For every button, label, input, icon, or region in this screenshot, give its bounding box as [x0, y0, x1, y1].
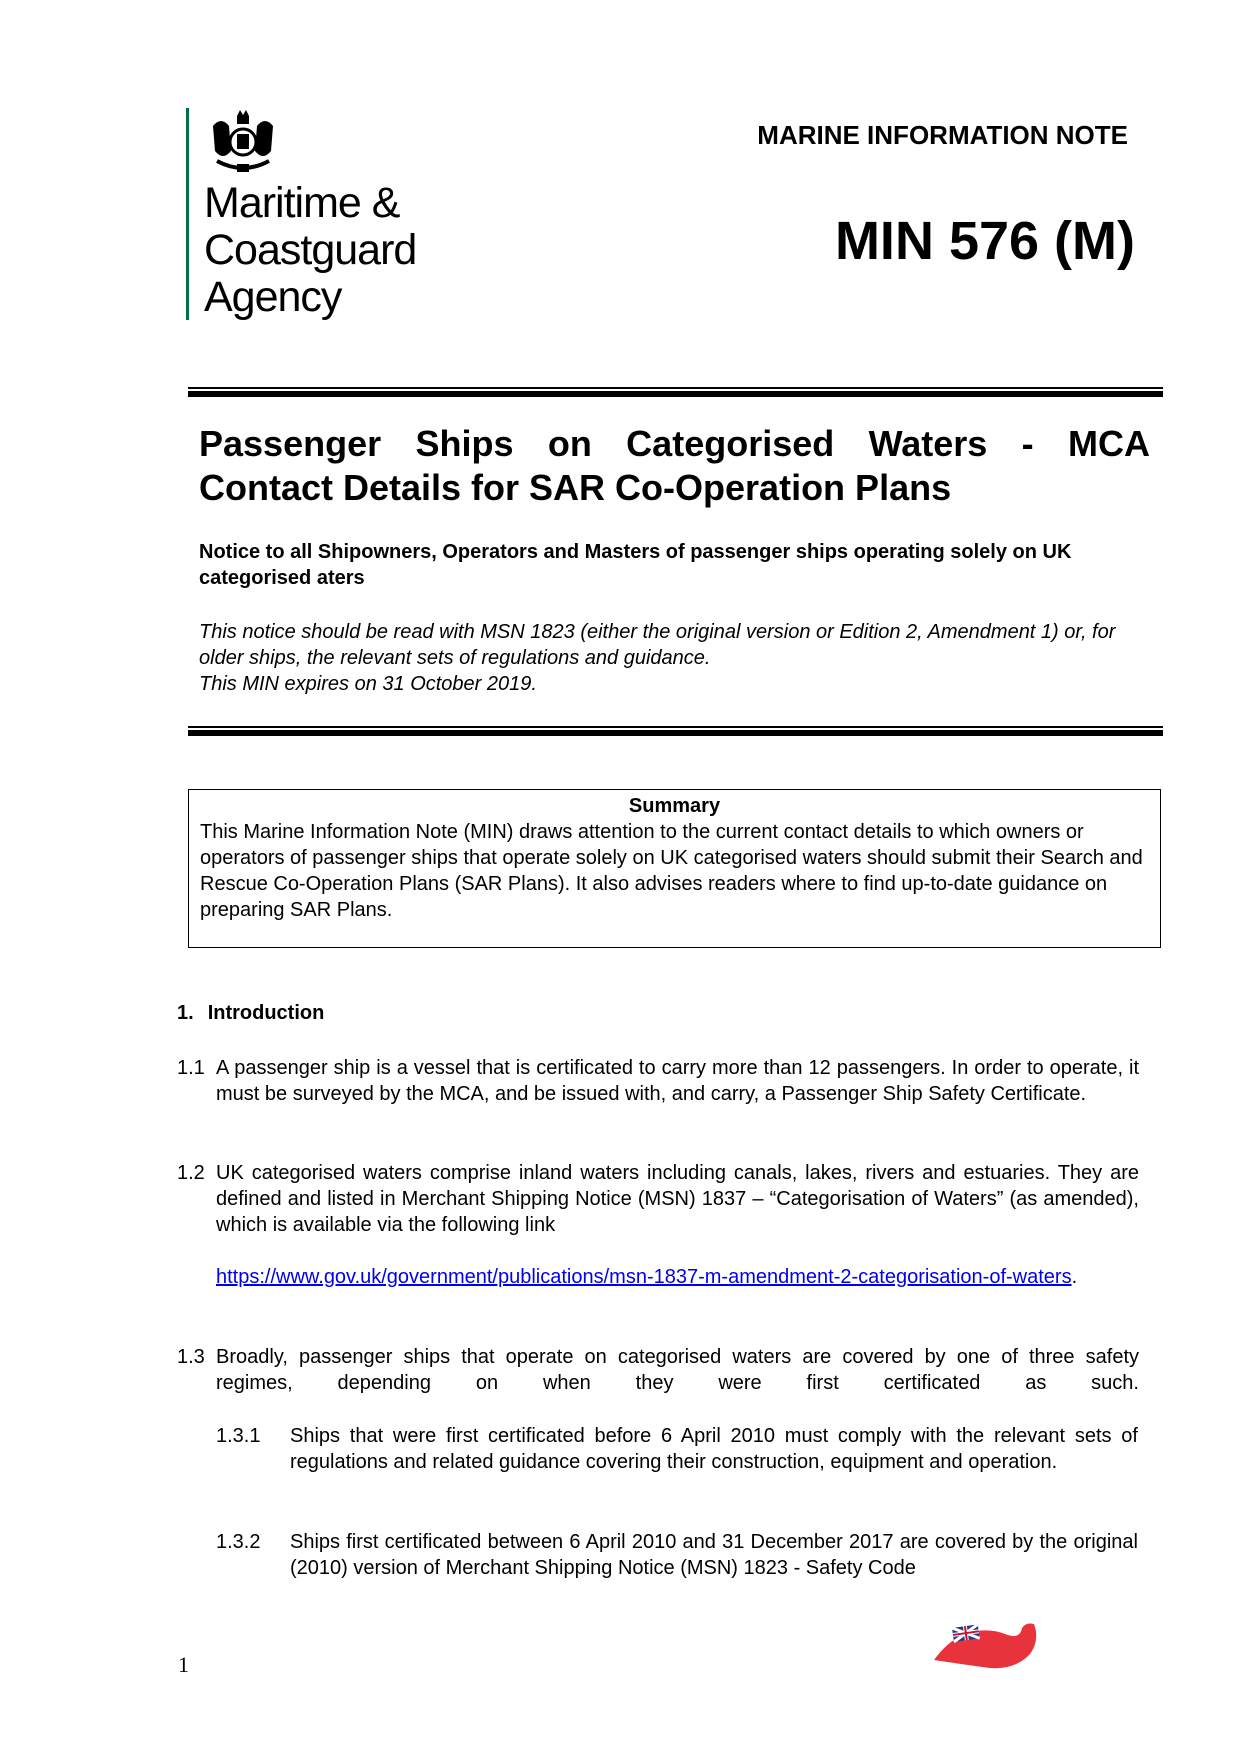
paragraph-1-3-1 — [216, 1423, 1138, 1475]
summary-body: This Marine Information Note (MIN) draws attention to the current contact details to which owners or operators of passenger ships that operate solely on UK categorised waters should submit their Search and Rescue Co-Operation Plans (SAR Plans). It also advises readers where to find up-to-date guidance on preparing SAR Plans. — [200, 821, 1143, 921]
red-ensign-flag-icon — [930, 1620, 1040, 1672]
document-type: MARINE INFORMATION NOTE — [757, 120, 1128, 150]
agency-logo-bar — [186, 108, 189, 320]
read-with-text: This notice should be read with MSN 1823 (either the original version or Edition 2, Amendment 1) or, for older ships, the relevant sets of regulations and guidance. — [199, 621, 1116, 669]
summary-heading: Summary — [628, 795, 721, 817]
summary-box — [188, 789, 1161, 948]
title-line: Contact Details for SAR Co-Operation Plans — [199, 467, 952, 508]
notice-audience: Notice to all Shipowners, Operators and Masters of passenger ships operating solely on UK categorised aters — [199, 541, 1072, 589]
agency-name-line: Agency — [204, 273, 342, 321]
read-with-note — [199, 619, 1159, 697]
page-number: 1 — [178, 1652, 189, 1677]
paragraph-number: 1.1 — [177, 1057, 205, 1079]
link-suffix: . — [1071, 1266, 1078, 1288]
paragraph-text: A passenger ship is a vessel that is certificated to carry more than 12 passengers. In order to operate, it must be surveyed by the MCA, and be issued with, and carry, a Passenger Ship Safety Certificate. — [216, 1057, 1139, 1105]
paragraph-number: 1.3.2 — [216, 1531, 261, 1553]
section-heading-introduction — [177, 1002, 324, 1025]
agency-name-line: Coastguard — [204, 226, 417, 274]
paragraph-text: UK categorised waters comprise inland waters including canals, lakes, rivers and estuaries. They are defined and listed in Merchant Shipping Notice (MSN) 1837 – “Categorisation of Waters” (as amended), which is available via the following link — [216, 1162, 1139, 1236]
agency-name-line: Maritime & — [204, 179, 400, 227]
paragraph-text: Ships that were first certificated before 6 April 2010 must comply with the relevant sets of regulations and related guidance covering their construction, equipment and operation. — [290, 1425, 1138, 1473]
paragraph-1-1 — [177, 1055, 1139, 1107]
notice-divider — [188, 726, 1163, 736]
expiry-text: This MIN expires on 31 October 2019. — [199, 673, 537, 695]
paragraph-1-2 — [177, 1160, 1139, 1238]
msn-1837-link[interactable]: https://www.gov.uk/government/publications/msn-1837-m-amendment-2-categorisation-of-waters — [216, 1266, 1072, 1288]
agency-name — [204, 180, 416, 321]
section-number: 1. — [177, 1002, 194, 1024]
paragraph-number: 1.2 — [177, 1162, 205, 1184]
title-line: Passenger Ships on Categorised Waters - MCA — [199, 423, 1150, 464]
paragraph-number: 1.3 — [177, 1346, 205, 1368]
header-divider — [188, 387, 1163, 397]
paragraph-number: 1.3.1 — [216, 1425, 261, 1447]
paragraph-1-3 — [177, 1344, 1139, 1396]
msn-1837-link-paragraph — [216, 1264, 1146, 1291]
paragraph-text: Broadly, passenger ships that operate on categorised waters are covered by one of three safety regimes, depending on when they were first certificated as such. — [216, 1346, 1139, 1394]
royal-coat-of-arms-icon — [203, 106, 283, 176]
document-number: MIN 576 (M) — [834, 211, 1135, 271]
section-title: Introduction — [207, 1002, 325, 1024]
page-title — [199, 422, 1150, 510]
paragraph-text: Ships first certificated between 6 April 2010 and 31 December 2017 are covered by the original (2010) version of Merchant Shipping Notice (MSN) 1823 - Safety Code — [290, 1531, 1138, 1579]
paragraph-1-3-2 — [216, 1529, 1138, 1581]
